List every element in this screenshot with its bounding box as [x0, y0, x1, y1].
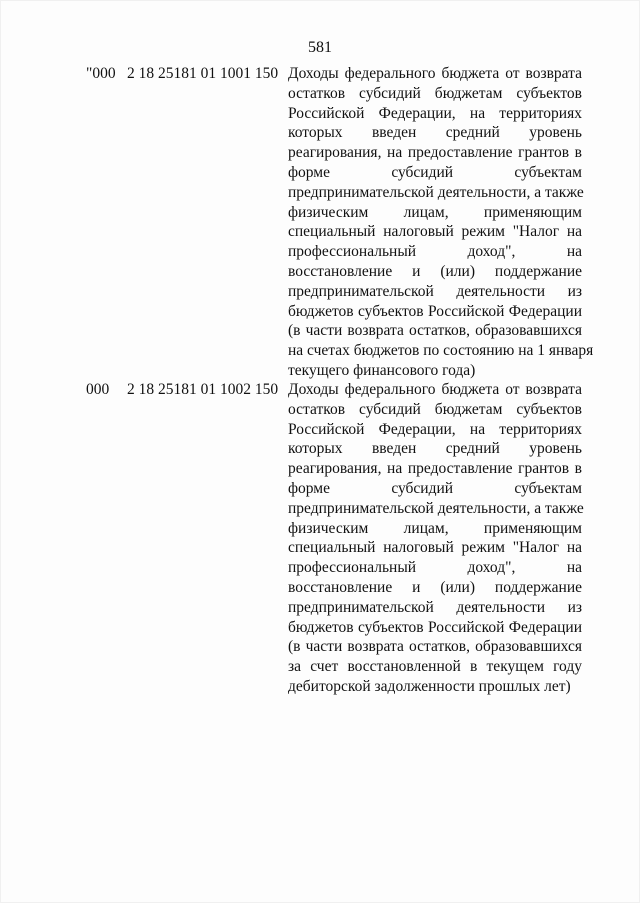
text-line: за счет восстановленной в текущем году	[288, 658, 582, 676]
text-line: бюджетов субъектов Российской Федерации	[288, 302, 582, 320]
text-line: на счетах бюджетов по состоянию на 1 января	[288, 342, 594, 360]
kbk-code: 2 18 25181 01 1001 150	[127, 65, 279, 82]
text-line: которых введен средний уровень	[288, 124, 582, 142]
text-line: Доходы федерального бюджета от возврата	[288, 65, 582, 82]
entry-description	[288, 64, 594, 381]
text-line: Доходы федерального бюджета от возврата	[288, 381, 582, 398]
admin-code: 000	[86, 381, 110, 398]
text-line: профессиональный доход", на	[288, 243, 582, 261]
text-line: (в части возврата остатков, образовавшихся	[288, 638, 582, 656]
page-number: 581	[308, 39, 332, 56]
text-line: Российской Федерации, на территориях	[288, 420, 582, 438]
text-line: физическим лицам, применяющим	[288, 519, 582, 537]
text-line: предпринимательской деятельности, а также	[288, 499, 584, 517]
text-line: специальный налоговый режим "Налог на	[288, 223, 582, 241]
text-line: предпринимательской деятельности из	[288, 598, 582, 616]
kbk-code: 2 18 25181 01 1002 150	[127, 381, 279, 398]
text-line: дебиторской задолженности прошлых лет)	[288, 677, 571, 695]
text-line: реагирования, на предоставление грантов в	[288, 460, 582, 478]
text-line: бюджетов субъектов Российской Федерации	[288, 618, 582, 636]
text-line: реагирования, на предоставление грантов в	[288, 144, 582, 162]
text-line: (в части возврата остатков, образовавшихся	[288, 322, 582, 340]
text-line: восстановление и (или) поддержание	[288, 262, 582, 280]
text-line: которых введен средний уровень	[288, 440, 582, 458]
text-line: предпринимательской деятельности, а также	[288, 183, 584, 201]
text-line: форме субсидий субъектам	[288, 163, 582, 181]
text-line: текущего финансового года)	[288, 361, 476, 379]
text-line: остатков субсидий бюджетам субъектов	[288, 84, 582, 102]
entry-description	[288, 380, 582, 697]
text-line: специальный налоговый режим "Налог на	[288, 539, 582, 557]
text-line: Российской Федерации, на территориях	[288, 104, 582, 122]
text-line: восстановление и (или) поддержание	[288, 578, 582, 596]
text-line: остатков субсидий бюджетам субъектов	[288, 400, 582, 418]
text-line: форме субсидий субъектам	[288, 479, 582, 497]
admin-code: "000	[86, 65, 116, 82]
text-line: физическим лицам, применяющим	[288, 203, 582, 221]
text-line: предпринимательской деятельности из	[288, 282, 582, 300]
text-line: профессиональный доход", на	[288, 559, 582, 577]
